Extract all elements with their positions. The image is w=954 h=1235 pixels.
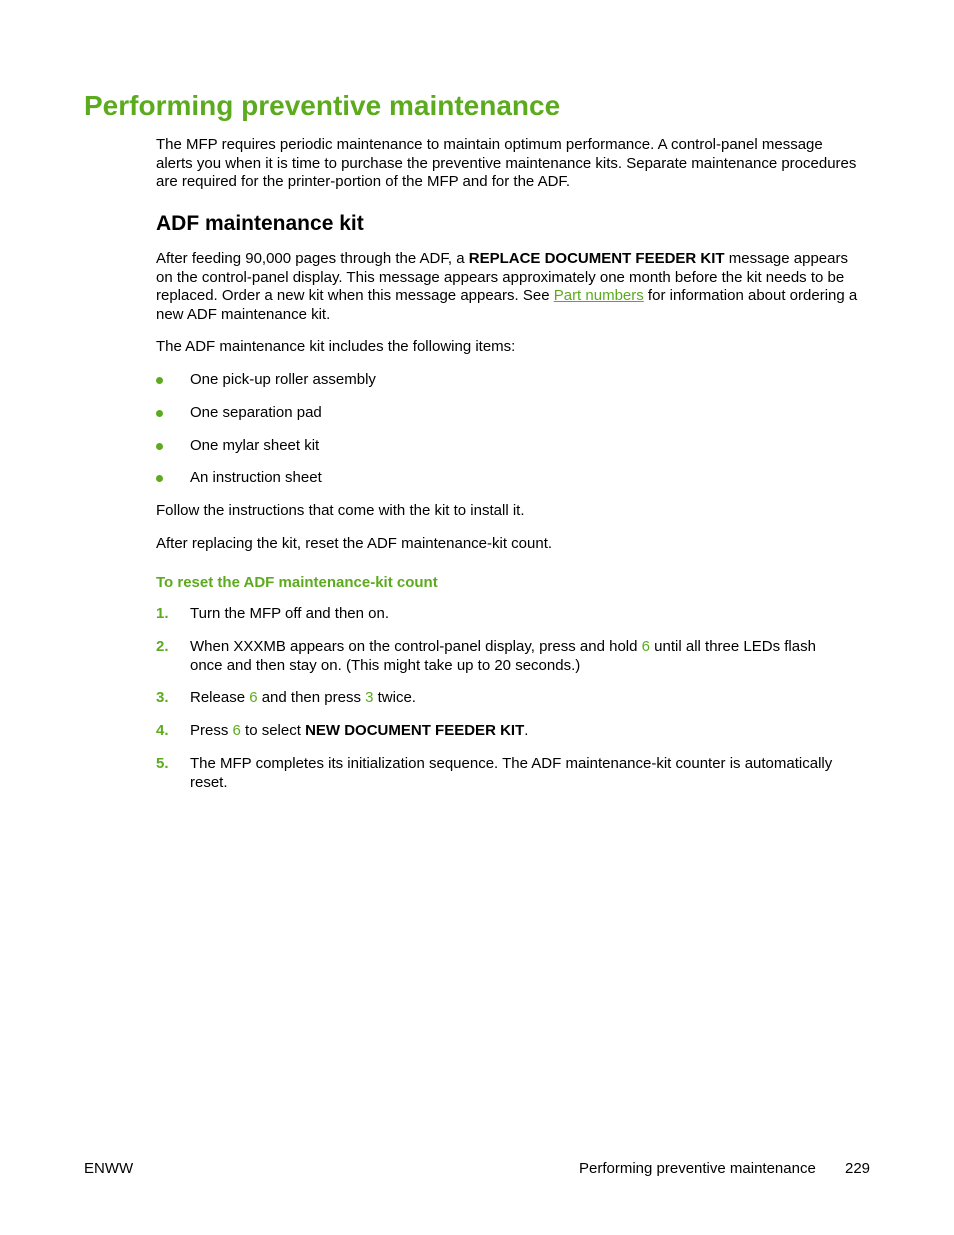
- new-kit-option: NEW DOCUMENT FEEDER KIT: [305, 722, 525, 739]
- step-text: Turn the MFP off and then on.: [190, 605, 390, 622]
- step-text-part: twice.: [373, 689, 416, 706]
- part-numbers-link[interactable]: Part numbers: [553, 287, 644, 304]
- bullet-icon: [156, 410, 163, 417]
- step-text-part: Release: [190, 689, 250, 706]
- step-text: [190, 689, 870, 708]
- bullet-icon: [156, 377, 163, 384]
- step-number: 2.: [156, 638, 169, 655]
- step-text: [190, 638, 850, 675]
- step-number: 5.: [156, 755, 169, 772]
- adf-paragraph-1: [156, 250, 861, 324]
- step-text-part: and then press: [257, 689, 366, 706]
- step-text-part: .: [524, 722, 529, 739]
- adf-para1-text-a: After feeding 90,000 pages through the ADF, a: [156, 250, 469, 267]
- list-item: An instruction sheet: [190, 469, 322, 486]
- list-item: One separation pad: [190, 404, 322, 421]
- step-text: [190, 722, 870, 741]
- after-replace-text: After replacing the kit, reset the ADF maintenance-kit count.: [156, 535, 553, 552]
- page-title: Performing preventive maintenance: [84, 90, 561, 121]
- list-item: One pick-up roller assembly: [190, 371, 376, 388]
- step-text-part: to select: [240, 722, 306, 739]
- step-number: 4.: [156, 722, 169, 739]
- bullet-icon: [156, 475, 163, 482]
- key-label: 3: [365, 689, 374, 706]
- footer-section: Performing preventive maintenance: [579, 1160, 816, 1177]
- step-text-part: until all three LEDs flash once and then stay on. (This might take up to 20 seconds.): [190, 638, 816, 674]
- follow-instructions-text: Follow the instructions that come with the kit to install it.: [156, 502, 525, 519]
- step-text-part: Press: [190, 722, 233, 739]
- list-item: One mylar sheet kit: [190, 437, 320, 454]
- step-number: 3.: [156, 689, 169, 706]
- step-text-part: When XXXMB appears on the control-panel display, press and hold: [190, 638, 642, 655]
- adf-para1-text-b: message appears on the control-panel display. This message appears approximately one month before the kit needs to be replaced. Order a new kit when this message appears. See: [156, 250, 848, 304]
- procedure-heading: To reset the ADF maintenance-kit count: [156, 574, 438, 591]
- replace-kit-message: REPLACE DOCUMENT FEEDER KIT: [468, 250, 725, 267]
- adf-para1-text-c: for information about ordering a new ADF maintenance kit.: [156, 287, 858, 323]
- key-label: 6: [249, 689, 258, 706]
- footer-left: ENWW: [84, 1160, 134, 1177]
- step-number: 1.: [156, 605, 169, 622]
- intro-paragraph: The MFP requires periodic maintenance to maintain optimum performance. A control-panel message alerts you when it is time to purchase the preventive maintenance kits. Separate maintenance procedures are required for the printer-portion of the MFP and for the ADF.: [156, 136, 857, 190]
- step-text: The MFP completes its initialization sequence. The ADF maintenance-kit counter is automatically reset.: [190, 755, 833, 791]
- section-heading-adf-kit: ADF maintenance kit: [156, 212, 364, 235]
- kit-includes-text: The ADF maintenance kit includes the following items:: [156, 338, 516, 355]
- key-label: 6: [641, 638, 650, 655]
- bullet-icon: [156, 443, 163, 450]
- page-number: 229: [845, 1160, 871, 1177]
- key-label: 6: [232, 722, 241, 739]
